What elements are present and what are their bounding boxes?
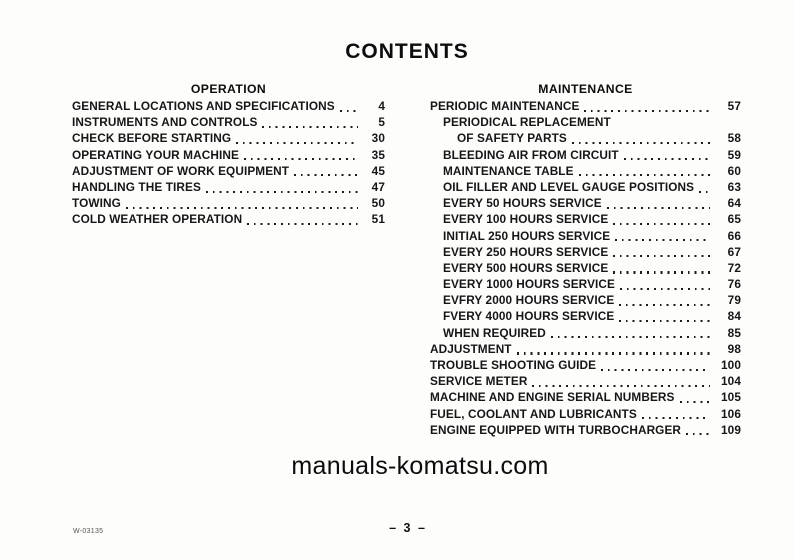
dot-leader	[615, 239, 710, 241]
dot-leader	[236, 142, 358, 144]
entry-label: FUEL, COOLANT AND LUBRICANTS	[430, 406, 637, 421]
column-header-operation: OPERATION	[190, 82, 267, 96]
toc-entry	[72, 131, 385, 147]
entry-page-number: 4	[378, 99, 385, 113]
entry-page-number: 57	[727, 99, 741, 113]
toc-entry	[430, 180, 741, 196]
entry-page-number: 85	[727, 325, 741, 340]
entry-label: PERIODIC MAINTENANCE	[430, 99, 580, 113]
toc-list-operation	[72, 99, 385, 229]
footer-page-number: – 3 –	[389, 521, 427, 535]
dot-leader	[532, 385, 710, 387]
dot-leader	[680, 401, 711, 403]
entry-label: HANDLING THE TIRES	[72, 179, 201, 194]
entry-label: CHECK BEFORE STARTING	[72, 131, 232, 146]
dot-leader	[247, 223, 358, 225]
entry-page-number: 65	[727, 212, 741, 227]
toc-entry	[430, 326, 741, 342]
column-header-maintenance: MAINTENANCE	[538, 82, 633, 96]
toc-entry	[72, 164, 385, 180]
dot-leader	[613, 223, 710, 225]
entry-page-number: 50	[371, 196, 385, 211]
entry-label: EVFRY 2000 HOURS SERVICE	[443, 293, 615, 308]
dot-leader	[584, 110, 710, 112]
toc-list-maintenance	[430, 99, 741, 439]
entry-label: GENERAL LOCATIONS AND SPECIFICATIONS	[72, 99, 335, 113]
dot-leader	[340, 110, 358, 112]
entry-label: BLEEDING AIR FROM CIRCUIT	[443, 147, 619, 162]
entry-label: TOWING	[72, 196, 121, 211]
entry-label: PERIODICAL REPLACEMENT	[443, 115, 611, 130]
toc-entry	[430, 99, 741, 115]
entry-label: ENGINE EQUIPPED WITH TURBOCHARGER	[430, 422, 682, 437]
entry-label: ADJUSTMENT OF WORK EQUIPMENT	[72, 163, 290, 178]
entry-label: EVERY 500 HOURS SERVICE	[443, 260, 609, 275]
dot-leader	[686, 433, 710, 435]
toc-entry	[430, 390, 741, 406]
entry-page-number: 84	[727, 309, 741, 324]
entry-label: EVERY 50 HOURS SERVICE	[443, 196, 602, 211]
dot-leader	[294, 174, 358, 176]
toc-entry	[72, 148, 385, 164]
toc-entry	[430, 293, 741, 309]
toc-entry	[72, 212, 385, 228]
entry-label: EVERY 100 HOURS SERVICE	[443, 212, 609, 227]
toc-entry	[430, 212, 741, 228]
entry-page-number: 98	[727, 341, 741, 356]
toc-entry	[430, 277, 741, 293]
entry-label: INITIAL 250 HOURS SERVICE	[443, 228, 611, 243]
watermark-text: manuals-komatsu.com	[291, 452, 549, 480]
dot-leader	[607, 207, 710, 209]
toc-entry	[430, 148, 741, 164]
entry-page-number: 35	[371, 147, 385, 162]
entry-label: SERVICE METER	[430, 374, 528, 389]
entry-page-number: 63	[727, 179, 741, 194]
toc-entry	[430, 423, 741, 439]
entry-label: FVERY 4000 HOURS SERVICE	[443, 309, 615, 324]
entry-page-number: 72	[727, 260, 741, 275]
entry-page-number: 106	[721, 406, 741, 421]
dot-leader	[206, 191, 358, 193]
entry-page-number: 59	[727, 147, 741, 162]
entry-label: OPERATING YOUR MACHINE	[72, 147, 239, 162]
toc-entry	[430, 245, 741, 261]
toc-entry	[430, 164, 741, 180]
entry-label: WHEN REQUIRED	[443, 325, 546, 340]
dot-leader	[262, 126, 358, 128]
dot-leader	[579, 174, 710, 176]
dot-leader	[613, 255, 710, 257]
entry-label: COLD WEATHER OPERATION	[72, 212, 243, 227]
toc-entry	[430, 115, 741, 131]
entry-page-number: 109	[721, 422, 741, 437]
toc-entry	[430, 407, 741, 423]
entry-label: MAINTENANCE TABLE	[443, 163, 574, 178]
dot-leader	[642, 417, 710, 419]
entry-label: ADJUSTMENT	[430, 341, 512, 356]
toc-entry	[72, 99, 385, 115]
dot-leader	[601, 369, 710, 371]
entry-page-number: 45	[371, 163, 385, 178]
entry-page-number: 58	[727, 131, 741, 146]
toc-entry	[430, 342, 741, 358]
entry-label: TROUBLE SHOOTING GUIDE	[430, 358, 597, 372]
entry-page-number: 64	[727, 196, 741, 211]
dot-leader	[551, 336, 710, 338]
dot-leader	[572, 142, 710, 144]
entry-page-number: 105	[721, 390, 741, 405]
entry-label: MACHINE AND ENGINE SERIAL NUMBERS	[430, 390, 675, 405]
entry-label: OIL FILLER AND LEVEL GAUGE POSITIONS	[443, 179, 695, 194]
entry-page-number: 51	[371, 212, 385, 227]
entry-label: OF SAFETY PARTS	[457, 131, 567, 146]
entry-page-number: 104	[721, 374, 741, 389]
entry-page-number: 79	[727, 293, 741, 308]
entry-page-number: 5	[378, 115, 385, 130]
entry-page-number: 100	[721, 358, 741, 372]
toc-entry	[430, 261, 741, 277]
toc-entry	[430, 374, 741, 390]
toc-column-operation	[72, 82, 385, 229]
page-title: CONTENTS	[345, 40, 469, 63]
dot-leader	[619, 304, 710, 306]
entry-page-number: 76	[727, 277, 741, 292]
toc-entry	[430, 309, 741, 325]
entry-page-number: 60	[727, 163, 741, 178]
dot-leader	[619, 320, 710, 322]
dot-leader	[624, 158, 710, 160]
entry-page-number: 66	[727, 228, 741, 243]
dot-leader	[126, 207, 358, 209]
entry-page-number: 67	[727, 244, 741, 259]
toc-entry	[430, 358, 741, 374]
doc-code: W-03135	[73, 528, 104, 535]
toc-entry	[430, 131, 741, 147]
toc-column-maintenance	[430, 82, 741, 439]
toc-entry	[72, 196, 385, 212]
entry-label: EVERY 250 HOURS SERVICE	[443, 244, 609, 259]
toc-entry	[430, 196, 741, 212]
toc-entry	[72, 115, 385, 131]
dot-leader	[517, 352, 710, 354]
toc-entry	[72, 180, 385, 196]
toc-entry	[430, 229, 741, 245]
dot-leader	[699, 191, 710, 193]
dot-leader	[244, 158, 358, 160]
entry-page-number: 30	[371, 131, 385, 146]
dot-leader	[620, 288, 710, 290]
entry-page-number: 47	[371, 179, 385, 194]
dot-leader	[613, 271, 710, 273]
entry-label: INSTRUMENTS AND CONTROLS	[72, 115, 258, 130]
entry-label: EVERY 1000 HOURS SERVICE	[443, 277, 615, 292]
